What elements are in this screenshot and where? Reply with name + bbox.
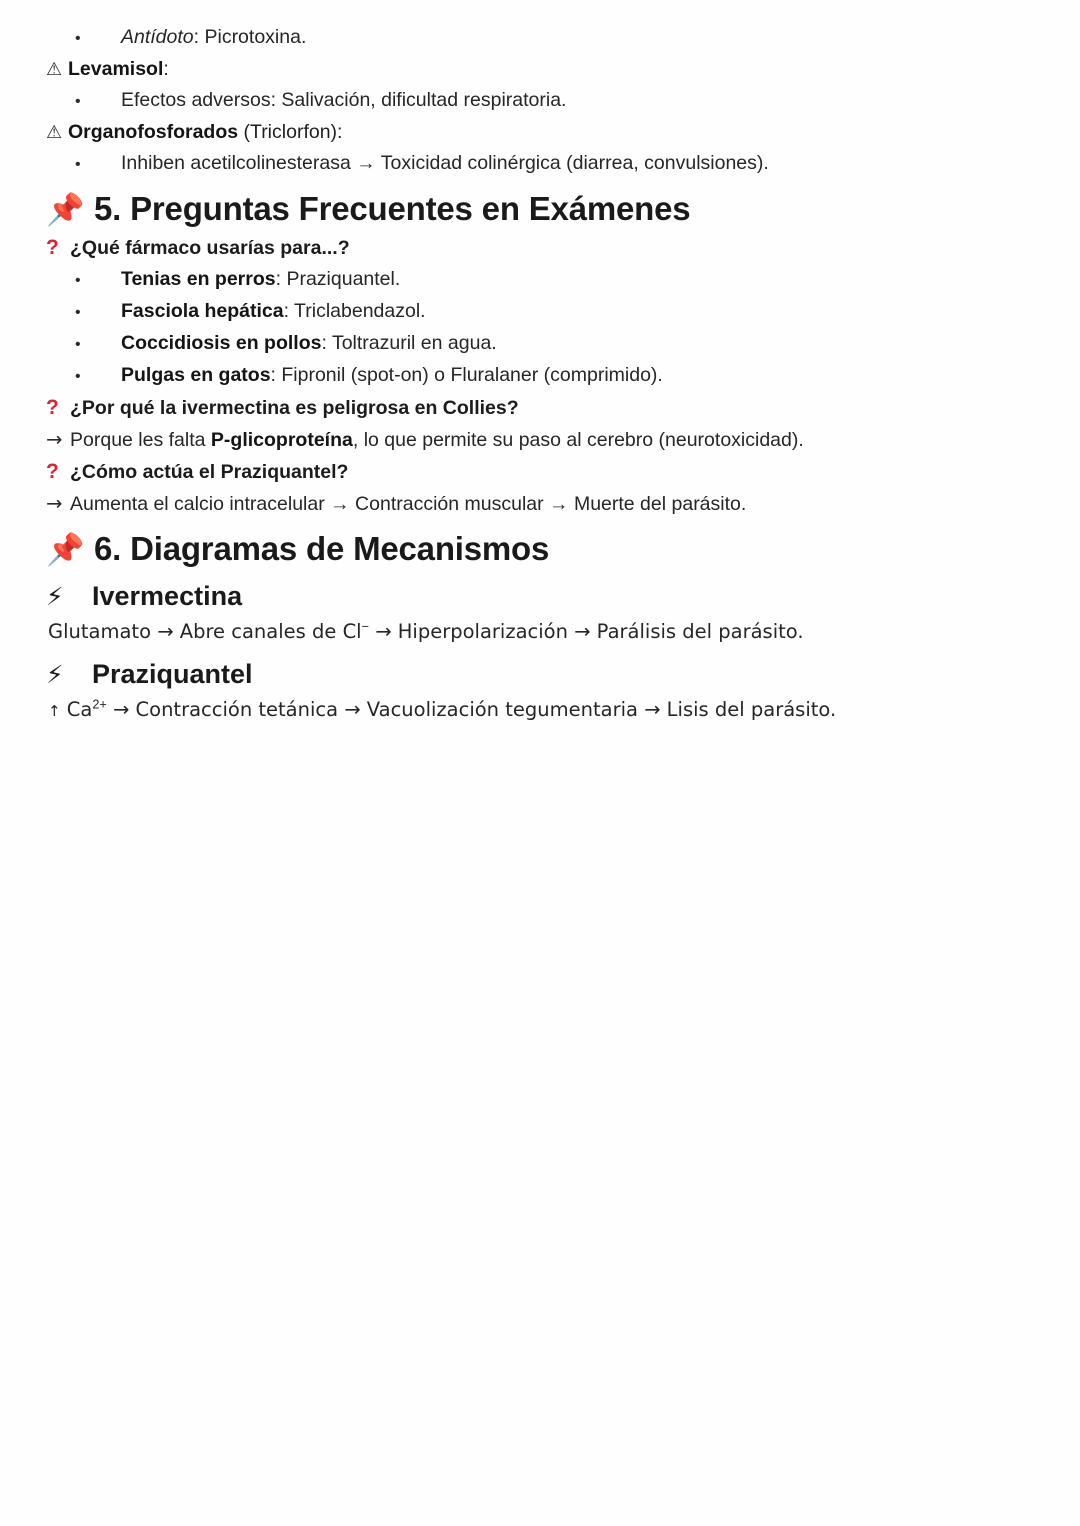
mechanism-2-post: → Contracción tetánica → Vacuolización tegumentaria → Lisis del parásito. [106,698,837,721]
answer-pre: Porque les falta [70,429,211,451]
faq-answer: : Fipronil (spot-on) o Fluralaner (comprimido). [270,364,663,386]
bullet-icon: • [75,156,81,173]
faq-answer-3-text: Aumenta el calcio intracelular → Contracción muscular → Muerte del parásito. [70,493,747,515]
mechanism-1-title: Ivermectina [92,581,243,611]
list-item [46,264,1036,296]
list-item-text: Inhiben acetilcolinesterasa → Toxicidad colinérgica (diarrea, convulsiones). [121,152,769,174]
faq-term: Tenias en perros [121,268,276,290]
organofosforados-heading [46,117,1036,148]
answer-post: , lo que permite su paso al cerebro (neurotoxicidad). [352,429,804,451]
levamisol-name: Levamisol [68,58,164,80]
section-6-title: 6. Diagramas de Mecanismos [94,530,550,567]
section-5-heading [46,188,1036,230]
document-content [46,22,1036,729]
bullet-icon: • [75,30,81,47]
list-item-text [121,22,1036,52]
mechanism-2-pathway [48,694,1036,727]
mechanism-1-sup: − [361,619,370,634]
bullet-icon: • [75,368,81,385]
list-item-text [121,296,1036,326]
organofosforados-paren: (Triclorfon): [238,121,343,143]
faq-question-2-text: ¿Por qué la ivermectina es peligrosa en Collies? [70,397,519,419]
section-6-heading [46,528,1036,570]
faq-term: Fasciola hepática [121,300,284,322]
antidote-value: : Picrotoxina. [193,26,307,48]
list-item-text [121,328,1036,358]
pushpin-icon: 📌 [46,191,85,228]
mechanism-2-sup: 2+ [92,697,107,712]
mechanism-1-pathway [48,616,1036,648]
question-icon: ? [46,236,59,259]
list-item [46,85,1036,117]
list-item-text [121,360,1036,390]
faq-term: Coccidiosis en pollos [121,332,322,354]
bolt-icon: ⚡ [46,659,64,689]
list-item-text [121,264,1036,294]
faq-answer: : Triclabendazol. [283,300,426,322]
faq-question-3-text: ¿Cómo actúa el Praziquantel? [70,461,349,483]
question-icon: ? [46,460,59,483]
organofosforados-name: Organofosforados [68,121,239,143]
answer-highlight: P-glicoproteína [210,429,353,451]
levamisol-heading-text [68,54,1036,85]
list-item-text: Efectos adversos: Salivación, dificultad respiratoria. [121,89,567,111]
mechanism-1-heading [46,578,1036,614]
faq-term: Pulgas en gatos [121,364,271,386]
faq-question-2 [46,392,1036,424]
list-item [46,296,1036,328]
list-item [46,360,1036,392]
faq-answer-2-text [70,425,1036,456]
arrow-right-icon: → [46,428,63,451]
antidote-label: Antídoto [121,26,194,48]
bolt-icon: ⚡ [46,581,64,611]
mechanism-2-heading [46,656,1036,692]
mechanism-1-post: → Hiperpolarización → Parálisis del parásito. [369,620,804,643]
faq-answer: : Toltrazuril en agua. [321,332,497,354]
levamisol-heading [46,54,1036,85]
bullet-icon: • [75,304,81,321]
faq-answer: : Praziquantel. [275,268,401,290]
faq-answer-2 [46,424,1036,456]
levamisol-colon: : [163,58,169,80]
list-item [46,148,1036,180]
mechanism-2-pre: Ca [60,698,93,721]
organofosforados-heading-text [68,117,1036,148]
bullet-icon: • [75,336,81,353]
list-item [46,22,1036,54]
warning-icon: ⚠ [46,59,63,80]
faq-question-1 [46,232,1036,264]
mechanism-2-title: Praziquantel [92,659,253,689]
faq-answer-3 [46,488,1036,520]
arrow-right-icon: → [46,492,63,515]
pushpin-icon: 📌 [46,531,85,568]
bullet-icon: • [75,93,81,110]
faq-question-3 [46,456,1036,488]
faq-question-1-text: ¿Qué fármaco usarías para...? [70,237,350,259]
mechanism-1-pre: Glutamato → Abre canales de Cl [48,620,362,643]
list-item [46,328,1036,360]
section-5-title: 5. Preguntas Frecuentes en Exámenes [94,190,691,227]
question-icon: ? [46,396,59,419]
bullet-icon: • [75,272,81,289]
arrow-up-icon: ↑ [48,702,61,720]
warning-icon: ⚠ [46,122,63,143]
